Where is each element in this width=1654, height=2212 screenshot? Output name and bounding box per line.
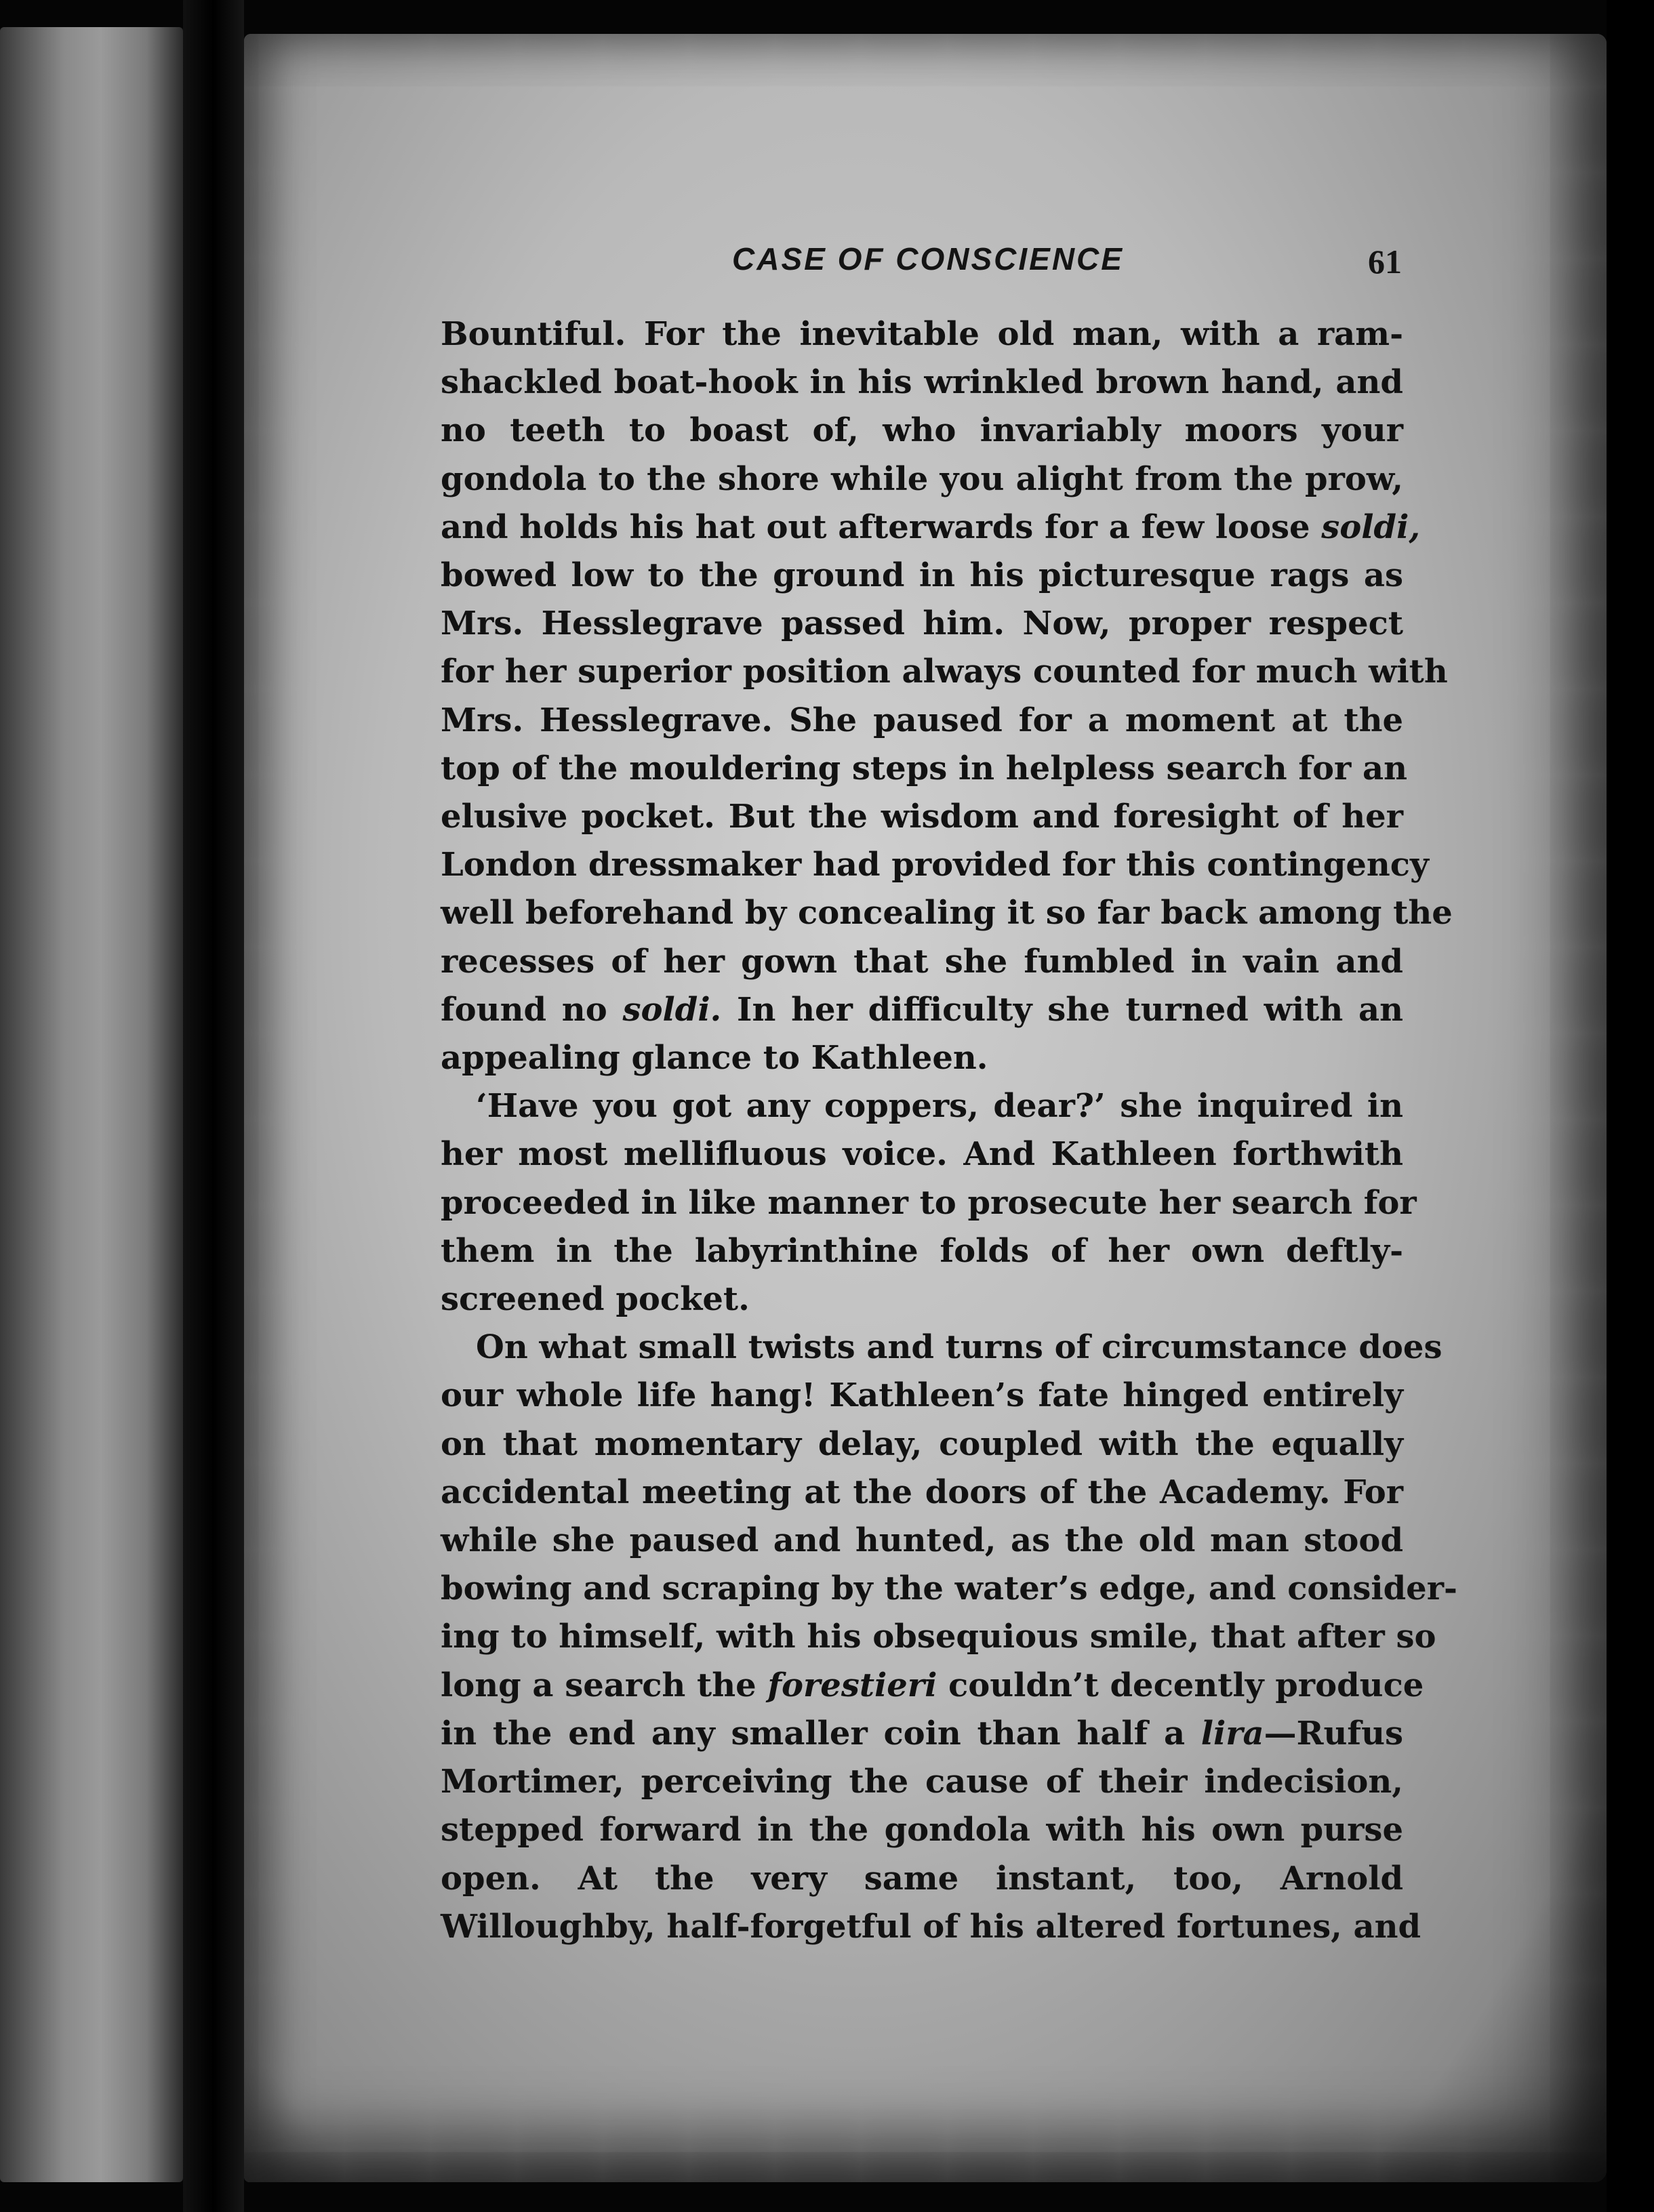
text-run: on that momentary delay, coupled with the equally <box>441 1425 1403 1463</box>
text-run: them in the labyrinthine folds of her own deftly- <box>441 1231 1403 1270</box>
text-run: our whole life hang! Kathleen’s fate hinged entirely <box>441 1376 1403 1415</box>
text-line <box>441 1855 1403 1903</box>
text-line <box>441 455 1403 504</box>
scan-border <box>1607 0 1654 2212</box>
text-line <box>441 1565 1457 1613</box>
text-line <box>441 310 1403 359</box>
text-run: Mrs. Hesslegrave. She paused for a moment at the <box>441 701 1403 739</box>
text-line <box>441 1275 1403 1324</box>
running-head <box>244 241 1607 295</box>
text-run: accidental meeting at the doors of the Academy. For <box>441 1473 1403 1511</box>
text-line <box>441 1806 1403 1854</box>
text-line <box>441 793 1403 841</box>
text-run: bowed low to the ground in his picturesque rags as <box>441 556 1403 595</box>
text-run: shackled boat-hook in his wrinkled brown hand, and <box>441 363 1403 402</box>
text-line <box>441 986 1403 1034</box>
text-run: couldn’t decently produce <box>937 1666 1424 1704</box>
text-line <box>441 1420 1403 1469</box>
text-run: On what small twists and turns of circumstance does <box>476 1328 1443 1367</box>
text-line <box>441 1034 1403 1082</box>
text-line <box>441 1469 1403 1517</box>
text-line <box>441 697 1403 745</box>
text-line <box>441 504 1421 552</box>
text-run: and holds his hat out afterwards for a few loose <box>441 508 1322 546</box>
text-run: Mortimer, perceiving the cause of their indecision, <box>441 1763 1403 1801</box>
text-run: top of the mouldering steps in helpless search for an <box>441 749 1407 787</box>
text-line <box>441 1082 1403 1130</box>
text-line <box>441 359 1403 407</box>
text-run: In her difficulty she turned with an <box>721 990 1404 1029</box>
text-run: ing to himself, with his obsequious smile, that after so <box>441 1618 1436 1656</box>
facing-page-edge <box>0 27 183 2182</box>
text-line <box>441 1179 1417 1227</box>
running-title: CASE OF CONSCIENCE <box>732 241 1124 276</box>
text-line <box>441 1227 1403 1275</box>
text-line <box>441 1710 1403 1758</box>
text-line <box>441 1372 1403 1420</box>
text-line <box>441 407 1403 455</box>
text-line <box>441 1324 1443 1372</box>
text-run: appealing glance to Kathleen. <box>441 1039 988 1078</box>
text-run: for her superior position always counted for much with <box>441 653 1448 691</box>
book-gutter <box>183 0 244 2212</box>
text-run: stepped forward in the gondola with his own purse <box>441 1811 1403 1849</box>
text-line <box>441 841 1429 889</box>
text-line <box>441 1613 1436 1661</box>
text-line <box>441 1758 1403 1806</box>
text-run: found no <box>441 990 623 1029</box>
italic-word: lira <box>1201 1714 1264 1753</box>
text-run: gondola to the shore while you alight from the prow, <box>441 459 1403 498</box>
body-text <box>441 310 1457 1951</box>
text-run: Bountiful. For the inevitable old man, with a ram- <box>441 315 1403 353</box>
text-run: ‘Have you got any coppers, dear?’ she inquired in <box>476 1087 1403 1126</box>
text-run: Willoughby, half-forgetful of his altered fortunes, and <box>441 1907 1421 1946</box>
text-run: London dressmaker had provided for this contingency <box>441 846 1429 884</box>
text-run: bowing and scraping by the water’s edge, and consider- <box>441 1570 1457 1608</box>
text-line <box>441 1662 1424 1710</box>
text-run: her most mellifluous voice. And Kathleen forthwith <box>441 1135 1403 1174</box>
paragraph <box>441 1082 1417 1324</box>
paragraph <box>441 1324 1457 1951</box>
text-run: while she paused and hunted, as the old man stood <box>441 1521 1403 1560</box>
text-run: screened pocket. <box>441 1280 750 1319</box>
text-line <box>441 745 1407 793</box>
italic-word: soldi. <box>622 990 722 1029</box>
text-line <box>441 552 1403 600</box>
text-run: in the end any smaller coin than half a <box>441 1714 1201 1753</box>
text-run: long a search the <box>441 1666 768 1704</box>
text-run: proceeded in like manner to prosecute her search for <box>441 1183 1417 1222</box>
text-line <box>441 1130 1403 1179</box>
text-line <box>441 889 1453 937</box>
text-run: well beforehand by concealing it so far back among the <box>441 894 1453 933</box>
text-run: Mrs. Hesslegrave passed him. Now, proper respect <box>441 605 1403 643</box>
text-run: recesses of her gown that she fumbled in vain and <box>441 942 1403 981</box>
text-line <box>441 1903 1421 1951</box>
text-run: —Rufus <box>1264 1714 1403 1753</box>
paragraph <box>441 310 1453 1082</box>
page-number: 61 <box>1368 243 1402 281</box>
text-line <box>441 648 1448 696</box>
text-run: elusive pocket. But the wisdom and foresight of her <box>441 798 1403 836</box>
text-line <box>441 600 1403 648</box>
text-run: no teeth to boast of, who invariably moors your <box>441 411 1403 450</box>
italic-word: forestieri <box>767 1666 937 1704</box>
text-line <box>441 1517 1403 1565</box>
text-run: open. At the very same instant, too, Arnold <box>441 1859 1403 1898</box>
italic-word: soldi, <box>1321 508 1421 546</box>
text-line <box>441 938 1403 986</box>
